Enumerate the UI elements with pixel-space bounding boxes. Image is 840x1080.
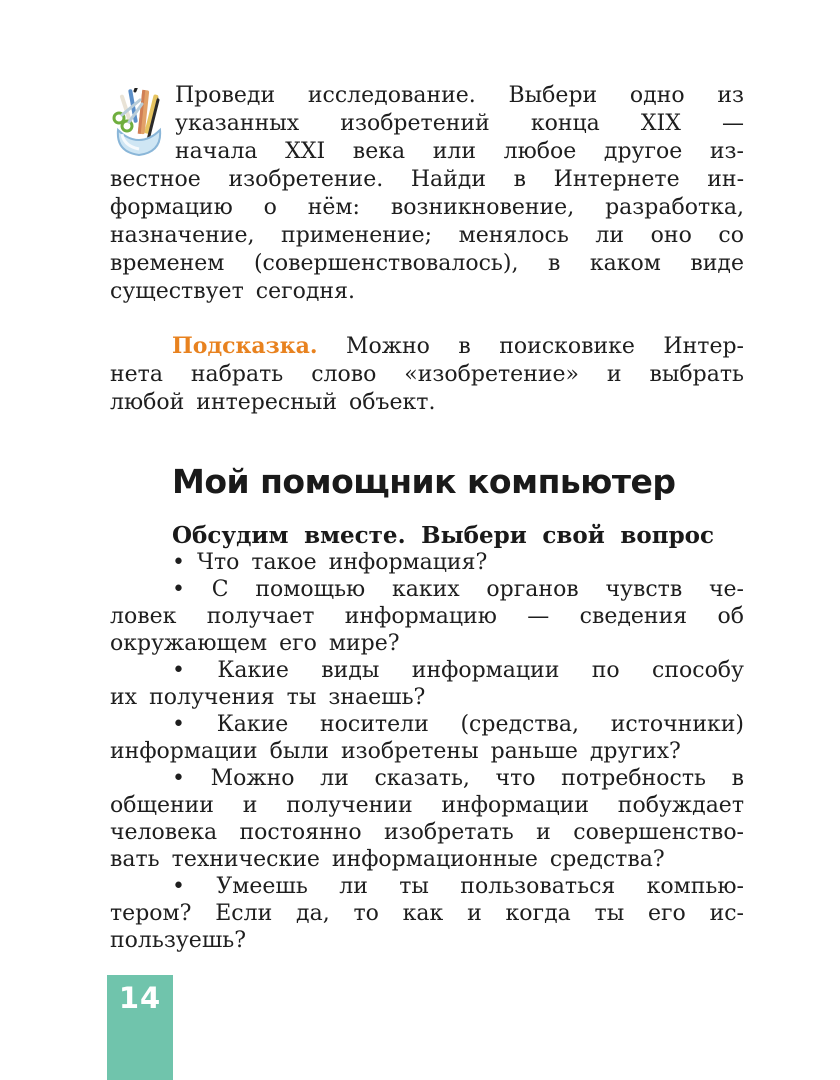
text-line: • С помощью каких органов чувств че- [172,577,744,602]
text-line: указанных изобретений конца XIX — [175,111,744,136]
text-line: вать технические информационные средства? [110,847,665,872]
page-number: 14 [118,981,162,1015]
text-line: • Умеешь ли ты пользоваться компью- [172,874,744,899]
text-line: назначение, применение; менялось ли оно со [110,223,744,248]
text-line: • Что такое информация? [172,550,488,575]
text-line: существует сегодня. [110,279,355,304]
text-line: Подсказка. Можно в поисковике Интер- [172,333,744,359]
question-item [110,657,744,711]
text-line: • Какие носители (средства, источники) [172,712,744,737]
question-item [110,549,744,576]
text-line: начала XXI века или любое другое из- [175,139,744,164]
text-line: пользуешь? [110,928,247,953]
text-line: вестное изобретение. Найди в Интернете ин- [110,167,744,192]
question-item [110,873,744,954]
discuss-subtitle: Обсудим вместе. Выбери свой вопрос [172,522,714,549]
section-title: Мой помощник компьютер [172,462,676,501]
text-line: тером? Если да, то как и когда ты его ис- [110,901,744,926]
text-line: формацию о нём: возникновение, разработка, [110,195,744,220]
text-line: ловек получает информацию — сведения об [110,604,744,629]
question-item [110,576,744,657]
text-line: окружающем его мире? [110,631,400,656]
hint-label: Подсказка. [172,333,318,359]
text-line: • Какие виды информации по способу [172,658,744,683]
research-task-paragraph [110,82,744,306]
text-line: любой интересный объект. [110,390,436,415]
text-line: нета набрать слово «изобретение» и выбрать [110,362,744,387]
page-number-tab [107,975,173,1080]
text-line: общении и получении информации побуждает [110,793,744,818]
question-list [110,549,744,954]
text-line: человека постоянно изобретать и совершенство- [110,820,744,845]
question-item [110,765,744,873]
text-line: их получения ты знаешь? [110,685,426,710]
question-item [110,711,744,765]
pencil-cup-icon [110,88,168,158]
text-line: информации были изобретены раньше других? [110,739,681,764]
text-line: • Можно ли сказать, что потребность в [172,766,744,791]
text-line: временем (совершенствовалось), в каком виде [110,251,744,276]
text-line: Проведи исследование. Выбери одно из [175,83,744,108]
hint-paragraph [110,332,744,417]
